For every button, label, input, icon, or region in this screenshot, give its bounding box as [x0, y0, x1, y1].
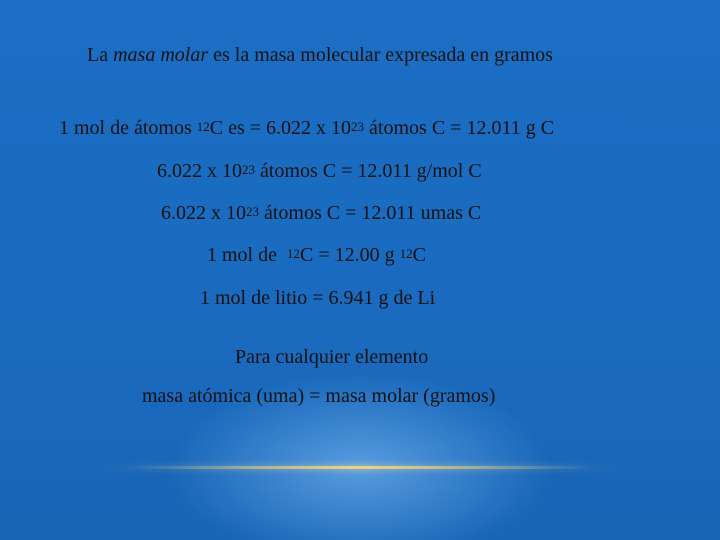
line4-part-b: C = 12.00 g [300, 244, 400, 266]
line4-superscript-1: 12 [287, 246, 300, 261]
decorative-divider-line [130, 466, 590, 469]
line3-part-a: 6.022 x 10 [161, 202, 246, 224]
summary-heading [235, 345, 428, 369]
equation-line-3 [161, 201, 481, 225]
line4-superscript-2: 12 [399, 246, 413, 261]
summary-equation-text: masa atómica (uma) = masa molar (gramos) [142, 385, 496, 407]
definition-line [87, 43, 553, 67]
definition-pre: La [87, 44, 114, 66]
line2-part-b: átomos C = 12.011 g/mol C [255, 160, 482, 182]
definition-emphasis: masa molar [113, 44, 209, 66]
equation-line-2 [157, 159, 482, 183]
line4-part-a: 1 mol de [207, 244, 287, 266]
equation-line-5 [200, 286, 435, 310]
summary-equation [142, 384, 495, 408]
equation-line-1 [59, 116, 554, 140]
line1-part-b: C es = 6.022 x 10 [209, 117, 352, 139]
summary-heading-text: Para cualquier elemento [235, 346, 429, 368]
definition-post: es la masa molecular expresada en gramos [208, 44, 553, 66]
line1-part-a: 1 mol de átomos [59, 117, 197, 139]
line1-superscript-1: 12 [196, 119, 210, 134]
line1-part-c: átomos C = 12.011 g C [364, 117, 555, 139]
line3-part-b: átomos C = 12.011 umas C [259, 202, 482, 224]
line2-part-a: 6.022 x 10 [157, 160, 242, 182]
line5-text: 1 mol de litio = 6.941 g de Li [200, 287, 436, 309]
equation-line-4 [207, 243, 426, 267]
line1-superscript-2: 23 [351, 119, 365, 134]
line4-part-c: C [412, 244, 426, 266]
line2-superscript: 23 [242, 162, 255, 177]
line3-superscript: 23 [246, 204, 259, 219]
